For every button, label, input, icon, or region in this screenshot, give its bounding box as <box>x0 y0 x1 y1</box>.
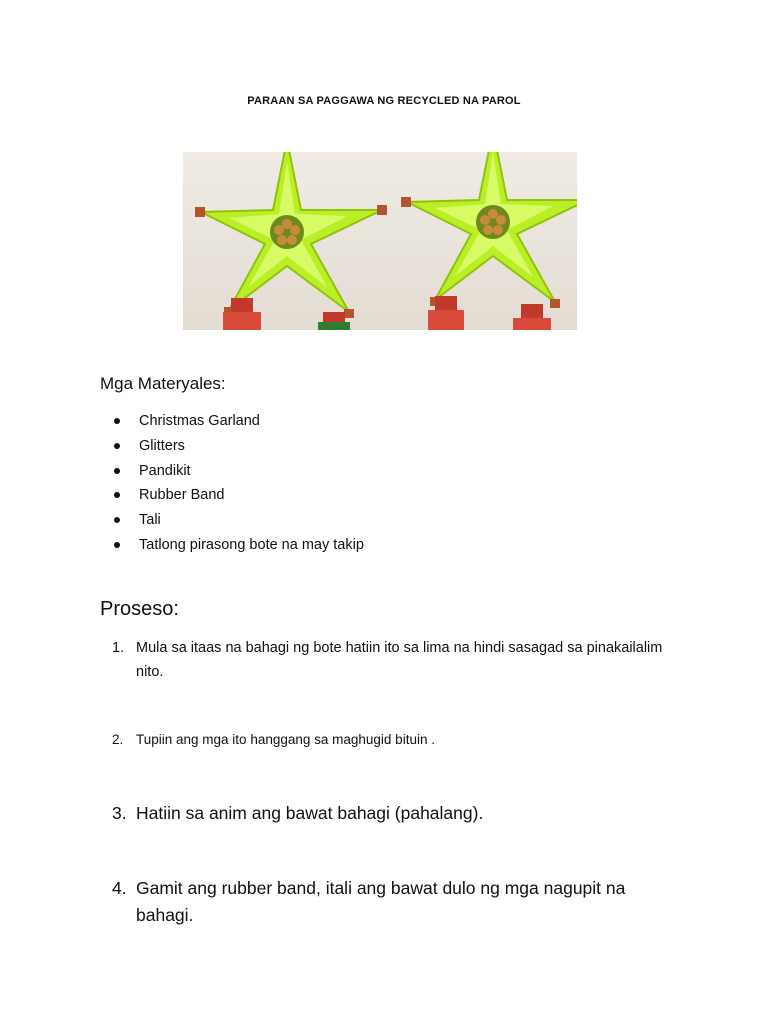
step-text: Tupiin ang mga ito hanggang sa maghugid bituin . <box>136 732 435 747</box>
recycled-parol-photo <box>183 152 577 330</box>
step-number: 1. <box>112 640 125 656</box>
parol-illustration <box>183 152 577 330</box>
step-number: 3. <box>112 803 127 823</box>
process-step-1 <box>112 636 672 684</box>
bullet-icon <box>114 542 120 548</box>
process-heading: Proseso: <box>100 598 179 620</box>
list-item: Rubber Band <box>100 485 364 510</box>
step-text: Mula sa itaas na bahagi ng bote hatiin ito sa lima na hindi sasagad sa pinakailalim nito. <box>136 640 663 680</box>
bullet-icon <box>114 492 120 498</box>
list-item: Tali <box>100 510 364 535</box>
step-text: Gamit ang rubber band, itali ang bawat dulo ng mga nagupit na bahagi. <box>136 878 626 925</box>
step-number: 4. <box>112 878 127 898</box>
list-item: Tatlong pirasong bote na may takip <box>100 535 364 560</box>
list-item: Christmas Garland <box>100 411 364 436</box>
step-text: Hatiin sa anim ang bawat bahagi (pahalang). <box>136 803 484 823</box>
bullet-icon <box>114 443 120 449</box>
process-step-3 <box>112 800 672 826</box>
bullet-icon <box>114 418 120 424</box>
page-title: PARAAN SA PAGGAWA NG RECYCLED NA PAROL <box>247 95 521 107</box>
list-item: Pandikit <box>100 461 364 486</box>
materials-heading: Mga Materyales: <box>100 374 226 393</box>
bullet-icon <box>114 517 120 523</box>
step-number: 2. <box>112 732 124 747</box>
list-item: Glitters <box>100 436 364 461</box>
process-step-4 <box>112 875 672 929</box>
process-step-2 <box>112 730 672 750</box>
materials-list <box>100 411 364 560</box>
bullet-icon <box>114 468 120 474</box>
